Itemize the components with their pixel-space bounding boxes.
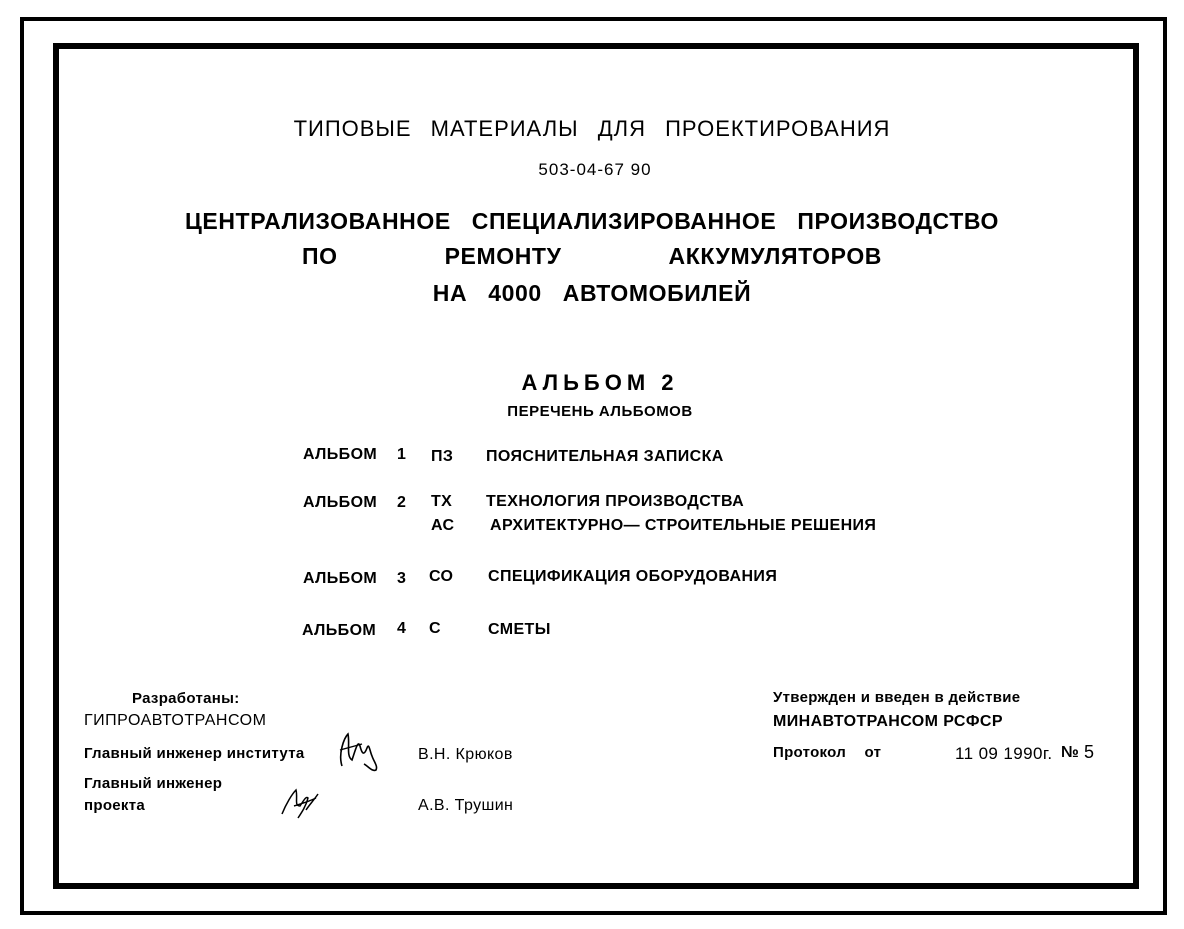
protocol-number: 5 (1084, 742, 1095, 762)
chief-engineer-institute-name: В.Н. Крюков (418, 746, 513, 763)
chief-engineer-project-label-2: проекта (84, 797, 146, 814)
album-section-name: СПЕЦИФИКАЦИЯ ОБОРУДОВАНИЯ (488, 568, 778, 585)
album-section-name: ТЕХНОЛОГИЯ ПРОИЗВОДСТВА (486, 493, 745, 510)
developer-heading: Разработаны: (132, 690, 240, 707)
album-label: АЛЬБОМ (303, 494, 378, 511)
album-section-code: ТХ (431, 493, 453, 510)
album-label: АЛЬБОМ (302, 622, 377, 639)
protocol-number-label: № (1061, 744, 1080, 761)
series-heading: ТИПОВЫЕ МАТЕРИАЛЫ ДЛЯ ПРОЕКТИРОВАНИЯ (293, 116, 891, 141)
chief-engineer-institute-label: Главный инженер института (84, 745, 305, 762)
album-number: 1 (397, 446, 407, 463)
album-section-code: С (429, 620, 441, 637)
album-list-title: ПЕРЕЧЕНЬ АЛЬБОМОВ (507, 403, 693, 420)
chief-engineer-project-name: А.В. Трушин (418, 797, 514, 814)
title-line-3: НА 4000 АВТОМОБИЛЕЙ (432, 280, 752, 306)
album-section-code: СО (429, 568, 454, 585)
album-section-code: ПЗ (431, 448, 454, 465)
title-line-1: ЦЕНТРАЛИЗОВАННОЕ СПЕЦИАЛИЗИРОВАННОЕ ПРОИЗВОДСТВО (185, 208, 999, 234)
approval-ministry: МИНАВТОТРАНСОМ РСФСР (773, 713, 1003, 730)
album-label: АЛЬБОМ (303, 446, 378, 463)
developer-org: ГИПРОАВТОТРАНСОМ (84, 712, 267, 729)
album-number: 3 (397, 570, 407, 587)
album-number: 4 (397, 620, 407, 637)
album-section-name: СМЕТЫ (488, 621, 551, 638)
signature-trushin (276, 784, 324, 824)
project-code: 503-04-67 90 (538, 160, 652, 179)
album-number: 2 (397, 494, 407, 511)
chief-engineer-project-label-1: Главный инженер (84, 775, 223, 792)
title-line-2: ПО РЕМОНТУ АККУМУЛЯТОРОВ (301, 243, 883, 269)
album-label: АЛЬБОМ (303, 570, 378, 587)
protocol-label: Протокол от (773, 744, 882, 761)
approval-heading: Утвержден и введен в действие (773, 689, 1021, 706)
album-section-code: АС (431, 517, 455, 534)
album-section-name: ПОЯСНИТЕЛЬНАЯ ЗАПИСКА (486, 448, 724, 465)
signature-kryukov (334, 726, 384, 774)
album-title: АЛЬБОМ 2 (521, 370, 679, 395)
album-section-name: АРХИТЕКТУРНО— СТРОИТЕЛЬНЫЕ РЕШЕНИЯ (490, 517, 877, 534)
protocol-date: 11 09 1990г. (955, 744, 1053, 763)
